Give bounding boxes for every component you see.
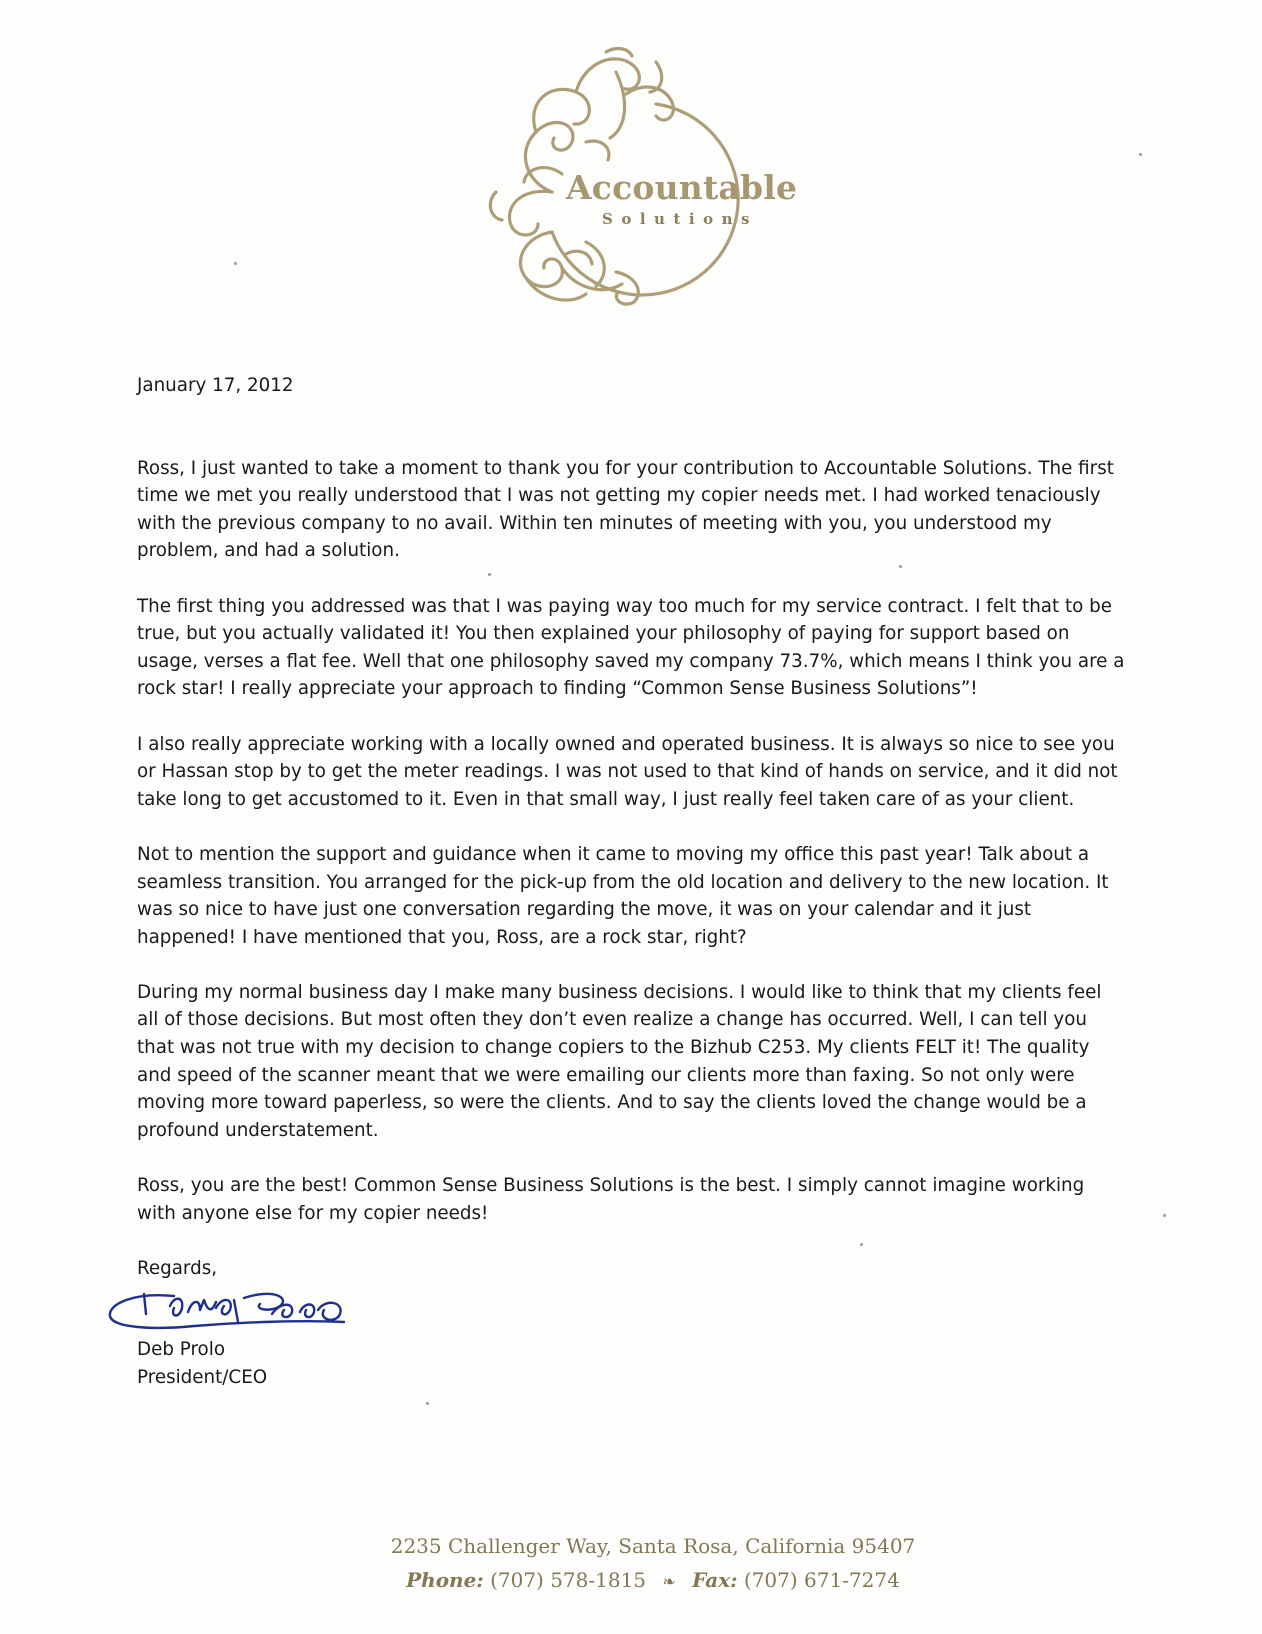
letter-closing: Regards, xyxy=(137,1257,218,1279)
letter-body xyxy=(137,372,1127,1392)
letter-paragraph: I also really appreciate working with a locally owned and operated business. It is always so nice to see you or Hassan stop by to get the meter readings. I was not used to that kind of hands on service, and it did not take long to get accustomed to it. Even in that small way, I just really feel taken care of as your client. xyxy=(137,733,1118,810)
leaf-ornament-icon: ❧ xyxy=(662,1572,676,1591)
letter-paragraph: Ross, I just wanted to take a moment to thank you for your contribution to Accountable Solutions. The first time we met you really understood that I was not getting my copier needs met. I had worked tenaciously with the previous company to no avail. Within ten minutes of meeting with you, you understood my problem, and had a solution. xyxy=(137,457,1114,562)
scan-speck xyxy=(426,1402,429,1405)
handwritten-signature-graphic xyxy=(104,1282,404,1336)
signature xyxy=(137,1282,1127,1336)
scan-speck xyxy=(1139,153,1142,156)
logo-company-subtitle: Solutions xyxy=(602,210,758,228)
footer-address: 2235 Challenger Way, Santa Rosa, California 95407 xyxy=(390,1534,916,1558)
scan-speck xyxy=(1163,1214,1166,1217)
company-logo xyxy=(466,42,806,310)
signer-name: Deb Prolo xyxy=(137,1339,226,1361)
logo-company-name: Accountable xyxy=(566,168,798,207)
fax-number: (707) 671-7274 xyxy=(743,1568,900,1592)
phone-label: Phone: xyxy=(406,1568,484,1592)
footer-contact xyxy=(22,1568,1262,1592)
phone-number: (707) 578-1815 xyxy=(490,1568,647,1592)
letter-date: January 17, 2012 xyxy=(137,375,294,396)
letter-paragraph: Ross, you are the best! Common Sense Business Solutions is the best. I simply cannot imagine working with anyone else for my copier needs! xyxy=(137,1175,1085,1224)
scan-speck xyxy=(234,262,237,265)
letter-paragraph: The first thing you addressed was that I was paying way too much for my service contract. I felt that to be true, but you actually validated it! You then explained your philosophy of paying for support based on usage, verses a flat fee. Well that one philosophy saved my company 73.7%, which means I think you are a rock star! I really appreciate your approach to finding “Common Sense Business Solutions”! xyxy=(137,595,1125,700)
fax-label: Fax: xyxy=(692,1568,738,1592)
letter-paragraph: Not to mention the support and guidance when it came to moving my office this past year! Talk about a seamless transition. You arranged for the pick-up from the old location and delivery to the new location. It was so nice to have just one conversation regarding the move, it was on your calendar and it just happened! I have mentioned that you, Ross, are a rock star, right? xyxy=(137,843,1109,948)
letter-paragraph: During my normal business day I make many business decisions. I would like to think that my clients feel all of those decisions. But most often they don’t even realize a change has occurred. Well, I can tell you that was not true with my decision to change copiers to the Bizhub C253. My clients FELT it! The quality and speed of the scanner meant that we were emailing our clients more than faxing. So not only were moving more toward paperless, so were the clients. And to say the clients loved the change would be a profound understatement. xyxy=(137,981,1102,1141)
signer-title: President/CEO xyxy=(137,1367,268,1388)
